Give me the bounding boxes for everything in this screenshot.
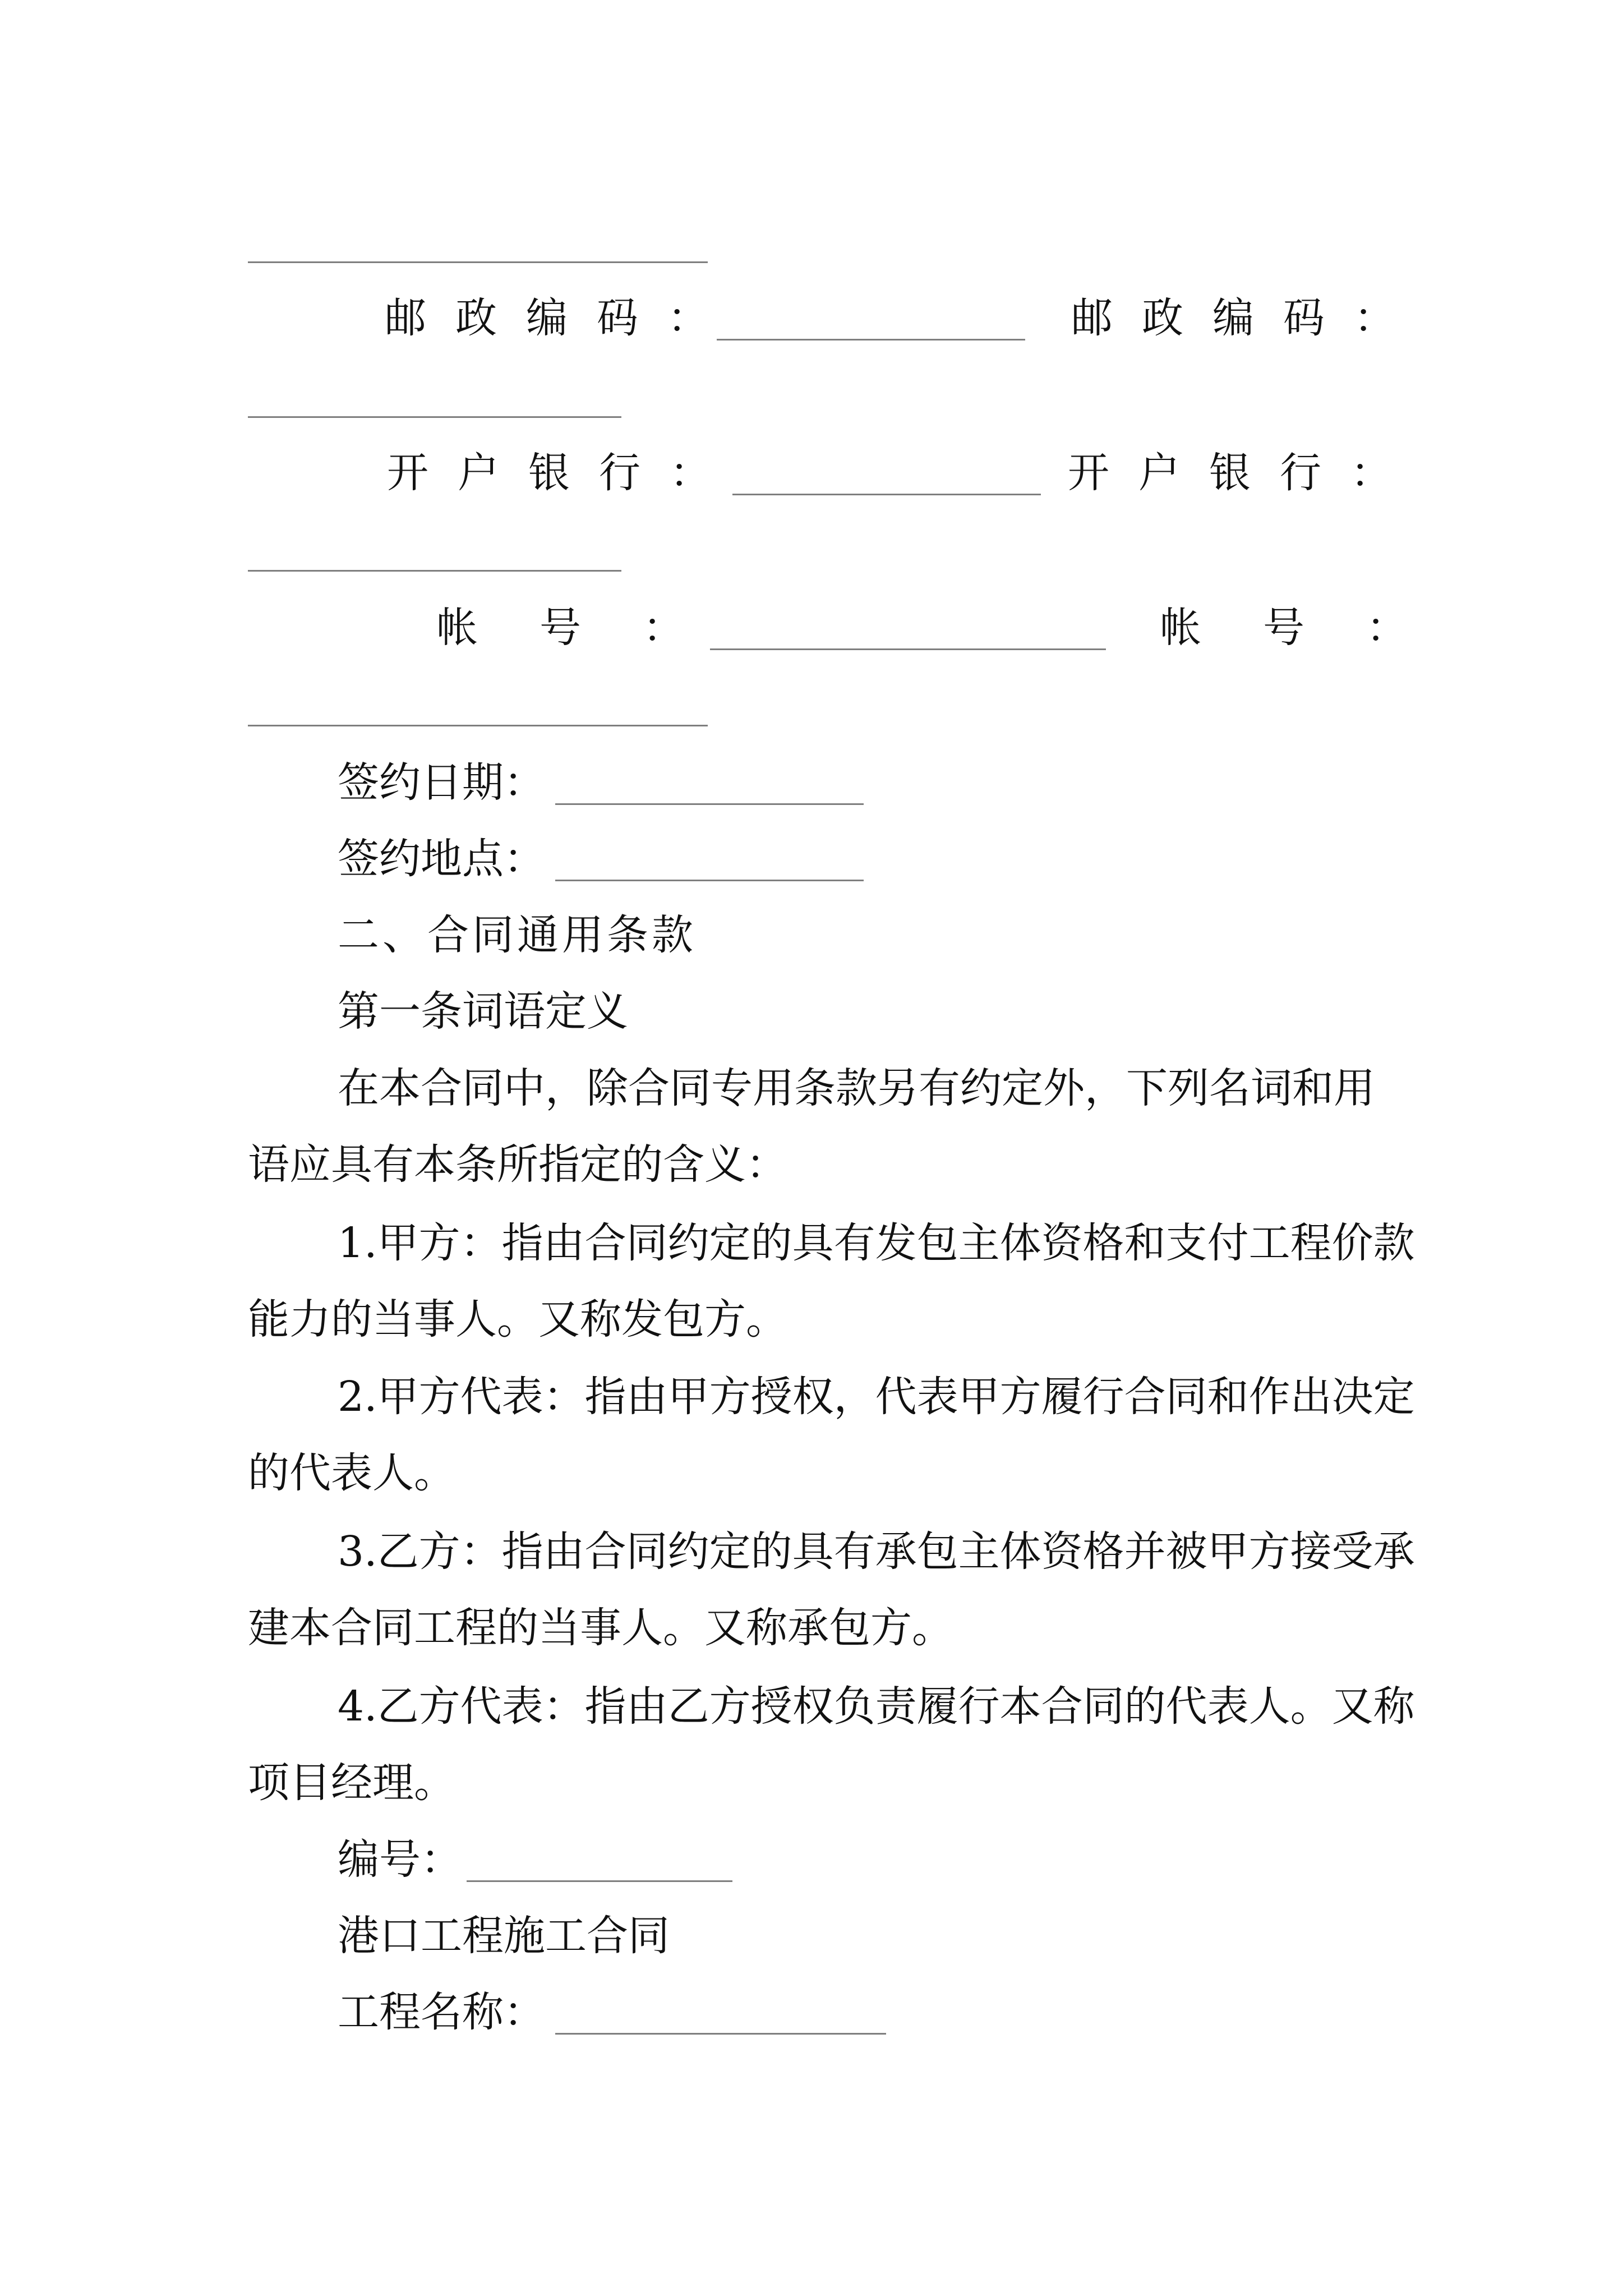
postal-code-label-right: 邮政编码： [1071,294,1424,342]
contract-title: 港口工程施工合同 [338,1912,670,1960]
account-blank-right[interactable] [248,725,708,726]
account-label-right: 帐号： [1160,604,1469,652]
bank-blank-right[interactable] [248,570,621,572]
postal-code-blank-right[interactable] [248,416,621,418]
bank-label-right: 开户银行： [1068,449,1421,497]
definitions-intro: 在本合同中，除合同专用条款另有约定外，下列名词和用语应具有本条所指定的含义： [248,1064,1375,1189]
sign-date-label: 签约日期： [338,758,545,807]
sign-place-blank[interactable] [555,880,864,881]
top-blank-line [248,261,708,263]
section-heading: 二、合同通用条款 [338,911,697,959]
number-label: 编号： [338,1835,462,1884]
account-label-left: 帐号： [436,604,746,652]
postal-code-blank-left[interactable] [717,339,1025,341]
definition-item-2: 2.甲方代表：指由甲方授权，代表甲方履行合同和作出决定的代表人。 [248,1373,1415,1497]
number-blank[interactable] [467,1880,732,1882]
project-name-blank[interactable] [555,2033,886,2035]
definition-item-4: 4.乙方代表：指由乙方授权负责履行本合同的代表人。又称项目经理。 [248,1682,1415,1807]
definition-item-3: 3.乙方：指由合同约定的具有承包主体资格并被甲方接受承建本合同工程的当事人。又称承包方。 [248,1527,1415,1652]
sign-date-blank[interactable] [555,803,864,805]
postal-code-label-left: 邮政编码： [385,294,738,342]
project-name-label: 工程名称： [338,1988,545,2036]
article-1-heading: 第一条词语定义 [338,987,628,1036]
definition-item-1: 1.甲方：指由合同约定的具有发包主体资格和支付工程价款能力的当事人。又称发包方。 [248,1219,1415,1343]
sign-place-label: 签约地点： [338,835,545,883]
bank-blank-left[interactable] [732,494,1041,495]
account-blank-left[interactable] [710,648,1106,650]
bank-label-left: 开户银行： [387,449,740,497]
